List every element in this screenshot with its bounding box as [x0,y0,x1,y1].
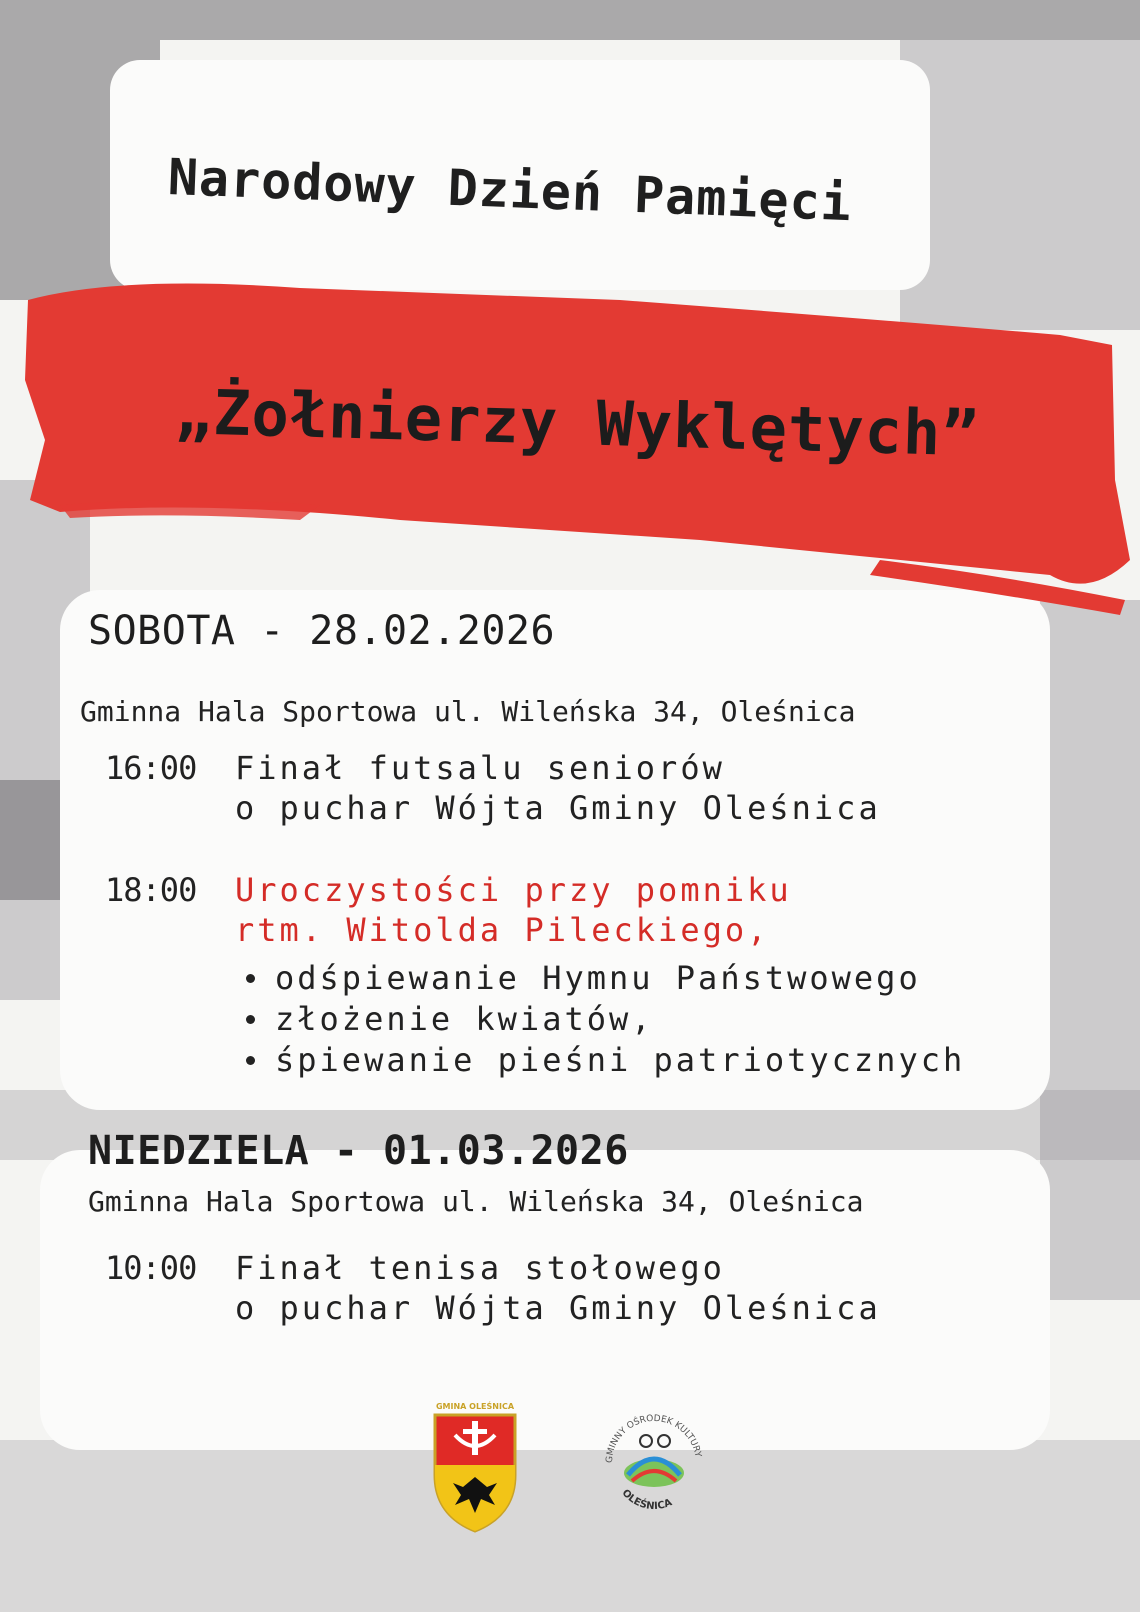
event-desc-line: o puchar Wójta Gminy Oleśnica [235,1289,881,1327]
event-table-tennis [105,1248,881,1328]
sunday-heading: NIEDZIELA - 01.03.2026 [88,1128,629,1174]
event-desc-line: Finał futsalu seniorów [235,749,725,787]
saturday-heading: SOBOTA - 28.02.2026 [88,608,556,654]
svg-text:GMINNY OŚRODEK KULTURY: GMINNY OŚRODEK KULTURY [604,1413,703,1464]
list-item: śpiewanie pieśni patriotycznych [246,1040,965,1081]
sunday-venue: Gminna Hala Sportowa ul. Wileńska 34, Oleśnica [88,1185,864,1218]
event-desc-line: Finał tenisa stołowego [235,1249,725,1287]
event-time: 18:00 [105,871,197,909]
event-futsal [105,748,881,828]
ceremony-bullet-list [246,958,965,1081]
event-desc-line: o puchar Wójta Gminy Oleśnica [235,789,881,827]
svg-text:OLEŚNICA: OLEŚNICA [619,1487,674,1513]
saturday-venue: Gminna Hala Sportowa ul. Wileńska 34, Oleśnica [80,695,856,728]
list-item: złożenie kwiatów, [246,999,965,1040]
gok-olesnica-logo-icon [598,1403,710,1515]
bullet-icon [246,974,255,983]
event-desc-line: Uroczystości przy pomniku [235,871,792,909]
svg-text:GMINA OLEŚNICA: GMINA OLEŚNICA [435,1402,515,1411]
list-item: odśpiewanie Hymnu Państwowego [246,958,965,999]
event-desc-line: rtm. Witolda Pileckiego, [235,911,770,949]
logo-row [0,1395,1140,1575]
event-ceremony [105,870,792,950]
event-time: 16:00 [105,749,197,787]
event-time: 10:00 [105,1249,197,1287]
gmina-olesnica-crest-icon [425,1395,525,1535]
bullet-icon [246,1056,255,1065]
bullet-icon [246,1015,255,1024]
title-line1: Narodowy Dzień Pamięci [166,148,853,233]
red-brush-stripe [0,0,1140,640]
title-line2: „Żołnierzy Wyklętych” [173,375,981,471]
